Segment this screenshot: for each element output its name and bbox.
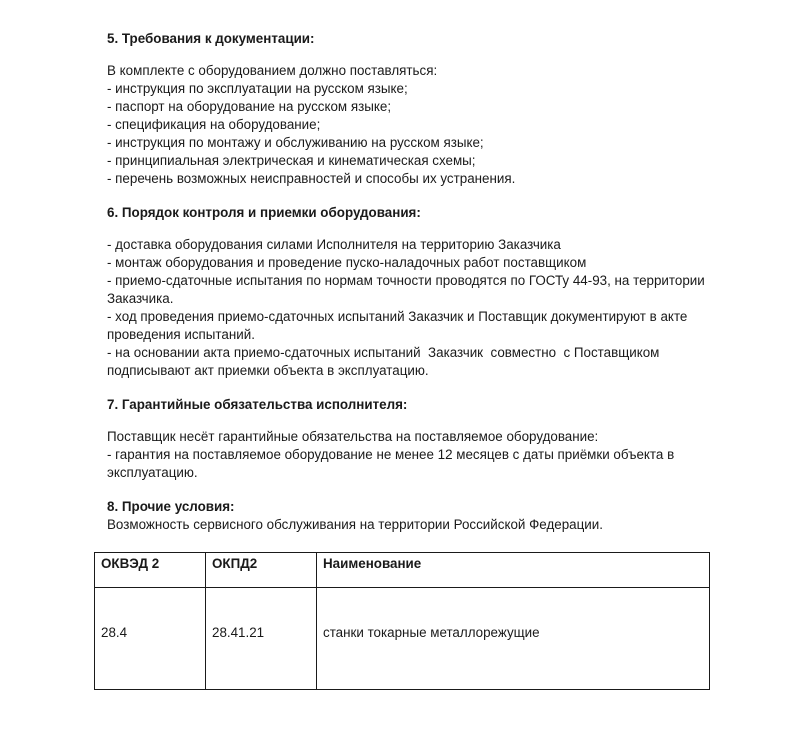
section-7-line: Поставщик несёт гарантийные обязательства на поставляемое оборудование:: [107, 429, 599, 444]
table-cell-okved: 28.4: [95, 588, 206, 690]
section-8-title: 8. Прочие условия:: [107, 499, 235, 514]
section-5-title: 5. Требования к документации:: [107, 31, 315, 46]
table-header-name: Наименование: [317, 553, 710, 588]
section-6-line: - монтаж оборудования и проведение пуско-наладочных работ поставщиком: [107, 255, 587, 270]
table-cell-name: станки токарные металлорежущие: [317, 588, 710, 690]
document-body: [107, 30, 727, 534]
section-6-line: - на основании акта приемо-сдаточных испытаний Заказчик совместно с Поставщиком: [107, 345, 660, 360]
section-8-line: Возможность сервисного обслуживания на территории Российской Федерации.: [107, 517, 603, 532]
section-5-line: - инструкция по эксплуатации на русском языке;: [107, 81, 408, 96]
table-cell-okpd: 28.41.21: [206, 588, 317, 690]
section-7-title: 7. Гарантийные обязательства исполнителя:: [107, 397, 408, 412]
section-6-line: - доставка оборудования силами Исполнителя на территорию Заказчика: [107, 237, 561, 252]
table-row: [95, 588, 710, 690]
section-6-line: Заказчика.: [107, 291, 174, 306]
section-5-line: - спецификация на оборудование;: [107, 117, 321, 132]
section-6-line: проведения испытаний.: [107, 327, 255, 342]
section-6-title: 6. Порядок контроля и приемки оборудования:: [107, 205, 421, 220]
section-5-line: - паспорт на оборудование на русском языке;: [107, 99, 392, 114]
section-6-line: - ход проведения приемо-сдаточных испытаний Заказчик и Поставщик документируют в акте: [107, 309, 688, 324]
classification-table: [94, 552, 710, 690]
table-header-okpd: ОКПД2: [206, 553, 317, 588]
section-5-line: В комплекте с оборудованием должно поставляться:: [107, 63, 438, 78]
table-header-row: [95, 553, 710, 588]
section-5-line: - инструкция по монтажу и обслуживанию на русском языке;: [107, 135, 484, 150]
section-7-line: - гарантия на поставляемое оборудование не менее 12 месяцев с даты приёмки объекта в: [107, 447, 675, 462]
section-5-line: - принципиальная электрическая и кинематическая схемы;: [107, 153, 476, 168]
section-6-line: - приемо-сдаточные испытания по нормам точности проводятся по ГОСТу 44-93, на территории: [107, 273, 705, 288]
section-6-line: подписывают акт приемки объекта в эксплуатацию.: [107, 363, 429, 378]
section-5-line: - перечень возможных неисправностей и способы их устранения.: [107, 171, 516, 186]
table-header-okved: ОКВЭД 2: [95, 553, 206, 588]
section-7-line: эксплуатацию.: [107, 465, 198, 480]
